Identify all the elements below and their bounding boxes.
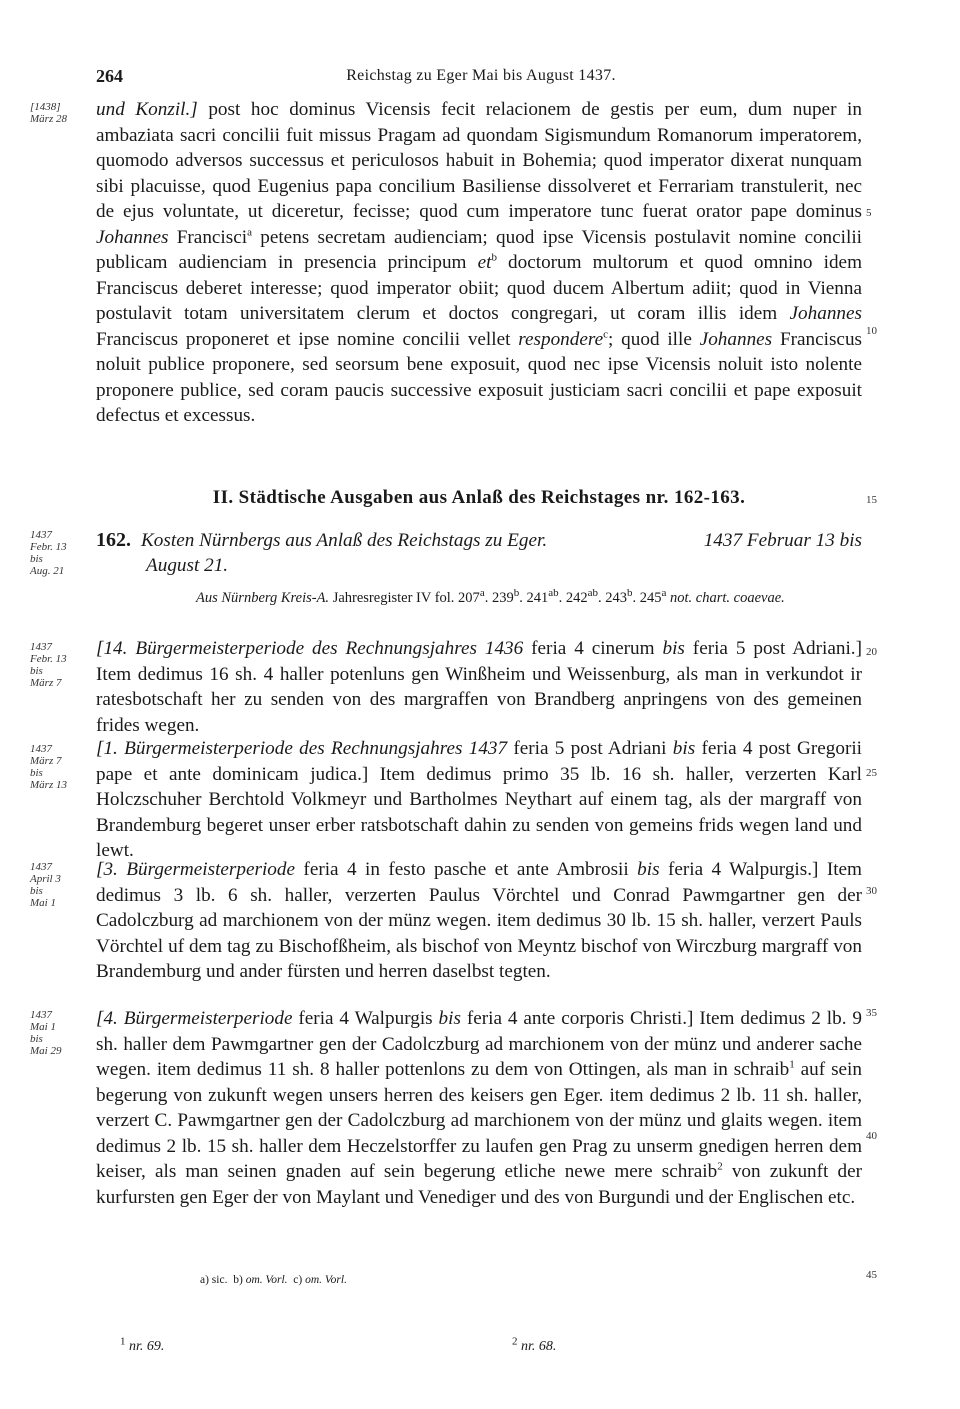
margin-year: 1437 [30,743,52,755]
text-run: feria 4 in festo pasche et ante Ambrosii [295,859,638,880]
text-run: Johannes [789,303,862,324]
margin-date: Mai 1 [30,897,56,909]
text-run: Jahresregister IV fol. 207 [329,590,480,606]
text-run: post hoc dominus Vicensis fecit relacionem de gestis per eum, dum nuper in ambaziata sacri concilii fuit missus Pragam ad quondam Sigismundum Romanorum imperatorem, quomodo adversos successus et periculosos habuit in Bohemia; quod imperator dixerat nunquam sibi placuisse, quod Eugenius papa concilium Basiliense dissolveret et Ferrariam transtulerit, nec de ejus voluntate, ut diceretur, fecisse; quod cum imperatore tunc fuerat orator pape dominus [96,99,862,222]
text-run: feria 4 cinerum [523,638,663,659]
footnote-b: om. Vorl. [245,1274,288,1286]
text-run: respondere [518,328,604,350]
margin-date: März 7 [30,677,62,689]
text-run: bis [662,638,685,659]
margin-bis: bis [30,1033,43,1045]
text-run: . 242 [558,590,588,606]
footnote-c-label: c) [293,1274,303,1286]
entry-paragraph-3 [96,857,862,985]
text-run: feria 5 post Adriani [507,738,673,759]
intro-paragraph [96,97,862,429]
text-run: feria 4 post Gregorii pape et ante dominicam judica.] Item dedimus primo 35 lb. 16 sh. haller, verzerten Karl Holczschuher Berchtold Volkmeyr und Bartholmes Neythart auf einem tag, als der margraff von Brandemburg begeret unser erber ratsbotschaft dahin zu senden von gemeins frids wegen land und lewt. [96,738,862,861]
footnote-marker: c [603,328,609,341]
text-run: Aus Nürnberg Kreis-A. [196,590,330,606]
folio-marker: ab [587,587,598,600]
folio-marker: ab [548,587,559,600]
text-run: et [477,252,492,273]
page-number: 264 [96,66,123,86]
footnote-text: nr. 69. [129,1339,165,1354]
footnote-marker: a [247,226,252,239]
text-run: bis [672,738,696,759]
text-run: not. chart. coaevae. [666,590,785,606]
margin-bis: bis [30,553,43,565]
margin-bis: bis [30,665,43,677]
margin-year: 1437 [30,641,52,653]
text-run: Johannes [96,226,169,248]
margin-date: Aug. 21 [30,565,65,577]
margin-note-4 [30,743,96,791]
text-run: feria 4 Walpurgis.] Item dedimus 3 lb. 6 sh. haller, verzerten Paulus Vörchtel und Conrad Pawmgartner gen der Cadolczburg ad marchionem von der münz wegen. item dedimus 30 lb. 15 sh. haller, verzert Pauls Vörchtel uf dem tag zu Bischofßheim, als bischof von Meyntz bischof von Wirczburg margraff von Brandemburg und ander fürsten und herren daselbst tegten. [96,859,862,982]
text-run: Franciscus noluit publice proponere, sed seorsum bene exposuit, quod nec ipse Vicensis noluit isto nolente proponere publice, sed coram paucis successive exposuit justiciam sacri concilii et pape exposuit defectus et excessus. [96,328,863,426]
text-run: Francisci [168,226,248,248]
margin-date: Mai 29 [30,1045,62,1057]
line-number: 45 [866,1269,877,1281]
margin-date: März 7 [30,755,62,767]
footnote-c: om. Vorl. [305,1274,347,1286]
margin-note-6 [30,1009,96,1057]
period-heading: [14. Bürgermeisterperiode des Rechnungsjahres 1436 [96,638,524,659]
text-run: petens secretam audienciam; quod ipse Vicensis postulavit nomine concilii publicam audienciam in presencia principum [96,226,862,273]
section-heading: II. Städtische Ausgaben aus Anlaß des Reichstages nr. 162-163. [212,487,746,508]
text-run: doctorum multorum et quod omnino idem Franciscus deberet interesse; quod imperator obiit; quod ducem Albertum adiit; quod in Vienna postulavit totam universitatem clerum et doctos congregari, ut coram illis idem [96,252,862,324]
folio-marker: b [513,587,520,600]
intro-lead: und Konzil.] [96,99,198,120]
text-run: . 241 [519,590,549,606]
footnote-a: a) sic. [200,1274,228,1286]
line-number: 40 [866,1130,877,1142]
margin-date: Febr. 13 [30,541,67,553]
entry-paragraph-2 [96,736,862,864]
text-run: feria 5 post Adriani.] Item dedimus 16 sh. 4 haller potenluns gen Winßheim und Weissenburg, als man in verkundot ir ratesbotschaft her zu senden von des margraffen von Brandberg anpringens von des gemeinen frides wegen. [96,638,862,736]
margin-note-2 [30,529,96,577]
text-run: . 243 [597,590,627,606]
entry-paragraph-1 [96,636,862,738]
line-number: 25 [866,767,877,779]
text-run: . 239 [484,590,514,606]
period-heading: [4. Bürgermeisterperiode [96,1008,293,1029]
footnote-2 [512,1335,557,1355]
footnote-marker: 2 [717,1160,723,1173]
text-run: feria 4 ante corporis Christi.] Item dedimus 2 lb. 9 sh. haller dem Pawmgartner gen der Cadolczburg ad marchionem von der münz und anderer sache wegen. item dedimus 11 sh. 8 haller pottenlons zu dem von Ottingen, als man in schraib [96,1008,862,1080]
margin-year: 1437 [30,529,52,541]
apparatus-footnotes [200,1274,347,1286]
margin-date: April 3 [30,873,61,885]
margin-year: [1438] [30,101,61,113]
running-title: Reichstag zu Eger Mai bis August 1437. [346,67,616,84]
folio-marker: a [661,587,667,600]
margin-date: März 13 [30,779,67,791]
text-run: von zukunft der kurfursten gen Eger der von Maylant und Venediger und des von Burgundi und der Englischen etc. [96,1161,862,1208]
margin-bis: bis [30,767,43,779]
entry-date: 1437 Februar 13 bis [703,530,862,551]
margin-date: Mai 1 [30,1021,56,1033]
margin-date: März 28 [30,113,67,125]
footnote-number: 2 [512,1335,518,1348]
footnote-text: nr. 68. [521,1339,557,1354]
footnote-b-label: b) [233,1274,243,1286]
entry-paragraph-4 [96,1006,862,1210]
source-note [196,588,860,608]
footnote-marker: 1 [789,1058,795,1071]
text-run: bis [438,1008,461,1029]
line-number: 5 [866,207,872,219]
margin-year: 1437 [30,1009,52,1021]
text-run: Franciscus proponeret et ipse nomine concilii vellet [96,328,519,350]
line-number: 35 [866,1007,877,1019]
text-run: . 245 [632,590,662,606]
margin-note-3 [30,641,96,689]
text-run: feria 4 Walpurgis [292,1008,439,1029]
margin-date: Febr. 13 [30,653,67,665]
line-number: 10 [866,325,877,337]
period-heading: [1. Bürgermeisterperiode des Rechnungsjahres 1437 [96,738,508,759]
line-number: 20 [866,646,877,658]
line-number: 30 [866,885,877,897]
text-run: ; quod ille [608,328,700,350]
footnote-number: 1 [120,1335,126,1348]
margin-year: 1437 [30,861,52,873]
footnote-marker: b [491,251,497,264]
folio-marker: b [626,587,633,600]
margin-note-1 [30,101,96,125]
margin-bis: bis [30,885,43,897]
footnote-1 [120,1335,165,1355]
margin-note-5 [30,861,96,909]
entry-number: 162. [96,529,131,551]
folio-marker: a [479,587,485,600]
period-heading: [3. Bürgermeisterperiode [96,859,296,880]
entry-date-end: August 21. [146,555,229,576]
text-run: bis [637,859,660,880]
running-header [96,66,866,88]
entry-title [96,528,862,578]
entry-title-text: Kosten Nürnbergs aus Anlaß des Reichstags zu Eger. [141,530,548,551]
text-run: Johannes [699,328,773,350]
line-number: 15 [866,494,877,506]
text-run: auf sein begerung von zukunft wegen unsers herren des keisers gen Eger. item dedimus 2 lb. 11 sh. haller, verzert C. Pawmgartner gen der Cadolczburg ad marchionem von der münz und glaits wegen. item dedimus 2 lb. 15 sh. haller dem Heczelstorffer zu laufen gen Prag zu unserm gnedigen herren dem keiser, als man seinen gnaden auf sein begerung etliche newe mere schraib [96,1059,862,1182]
